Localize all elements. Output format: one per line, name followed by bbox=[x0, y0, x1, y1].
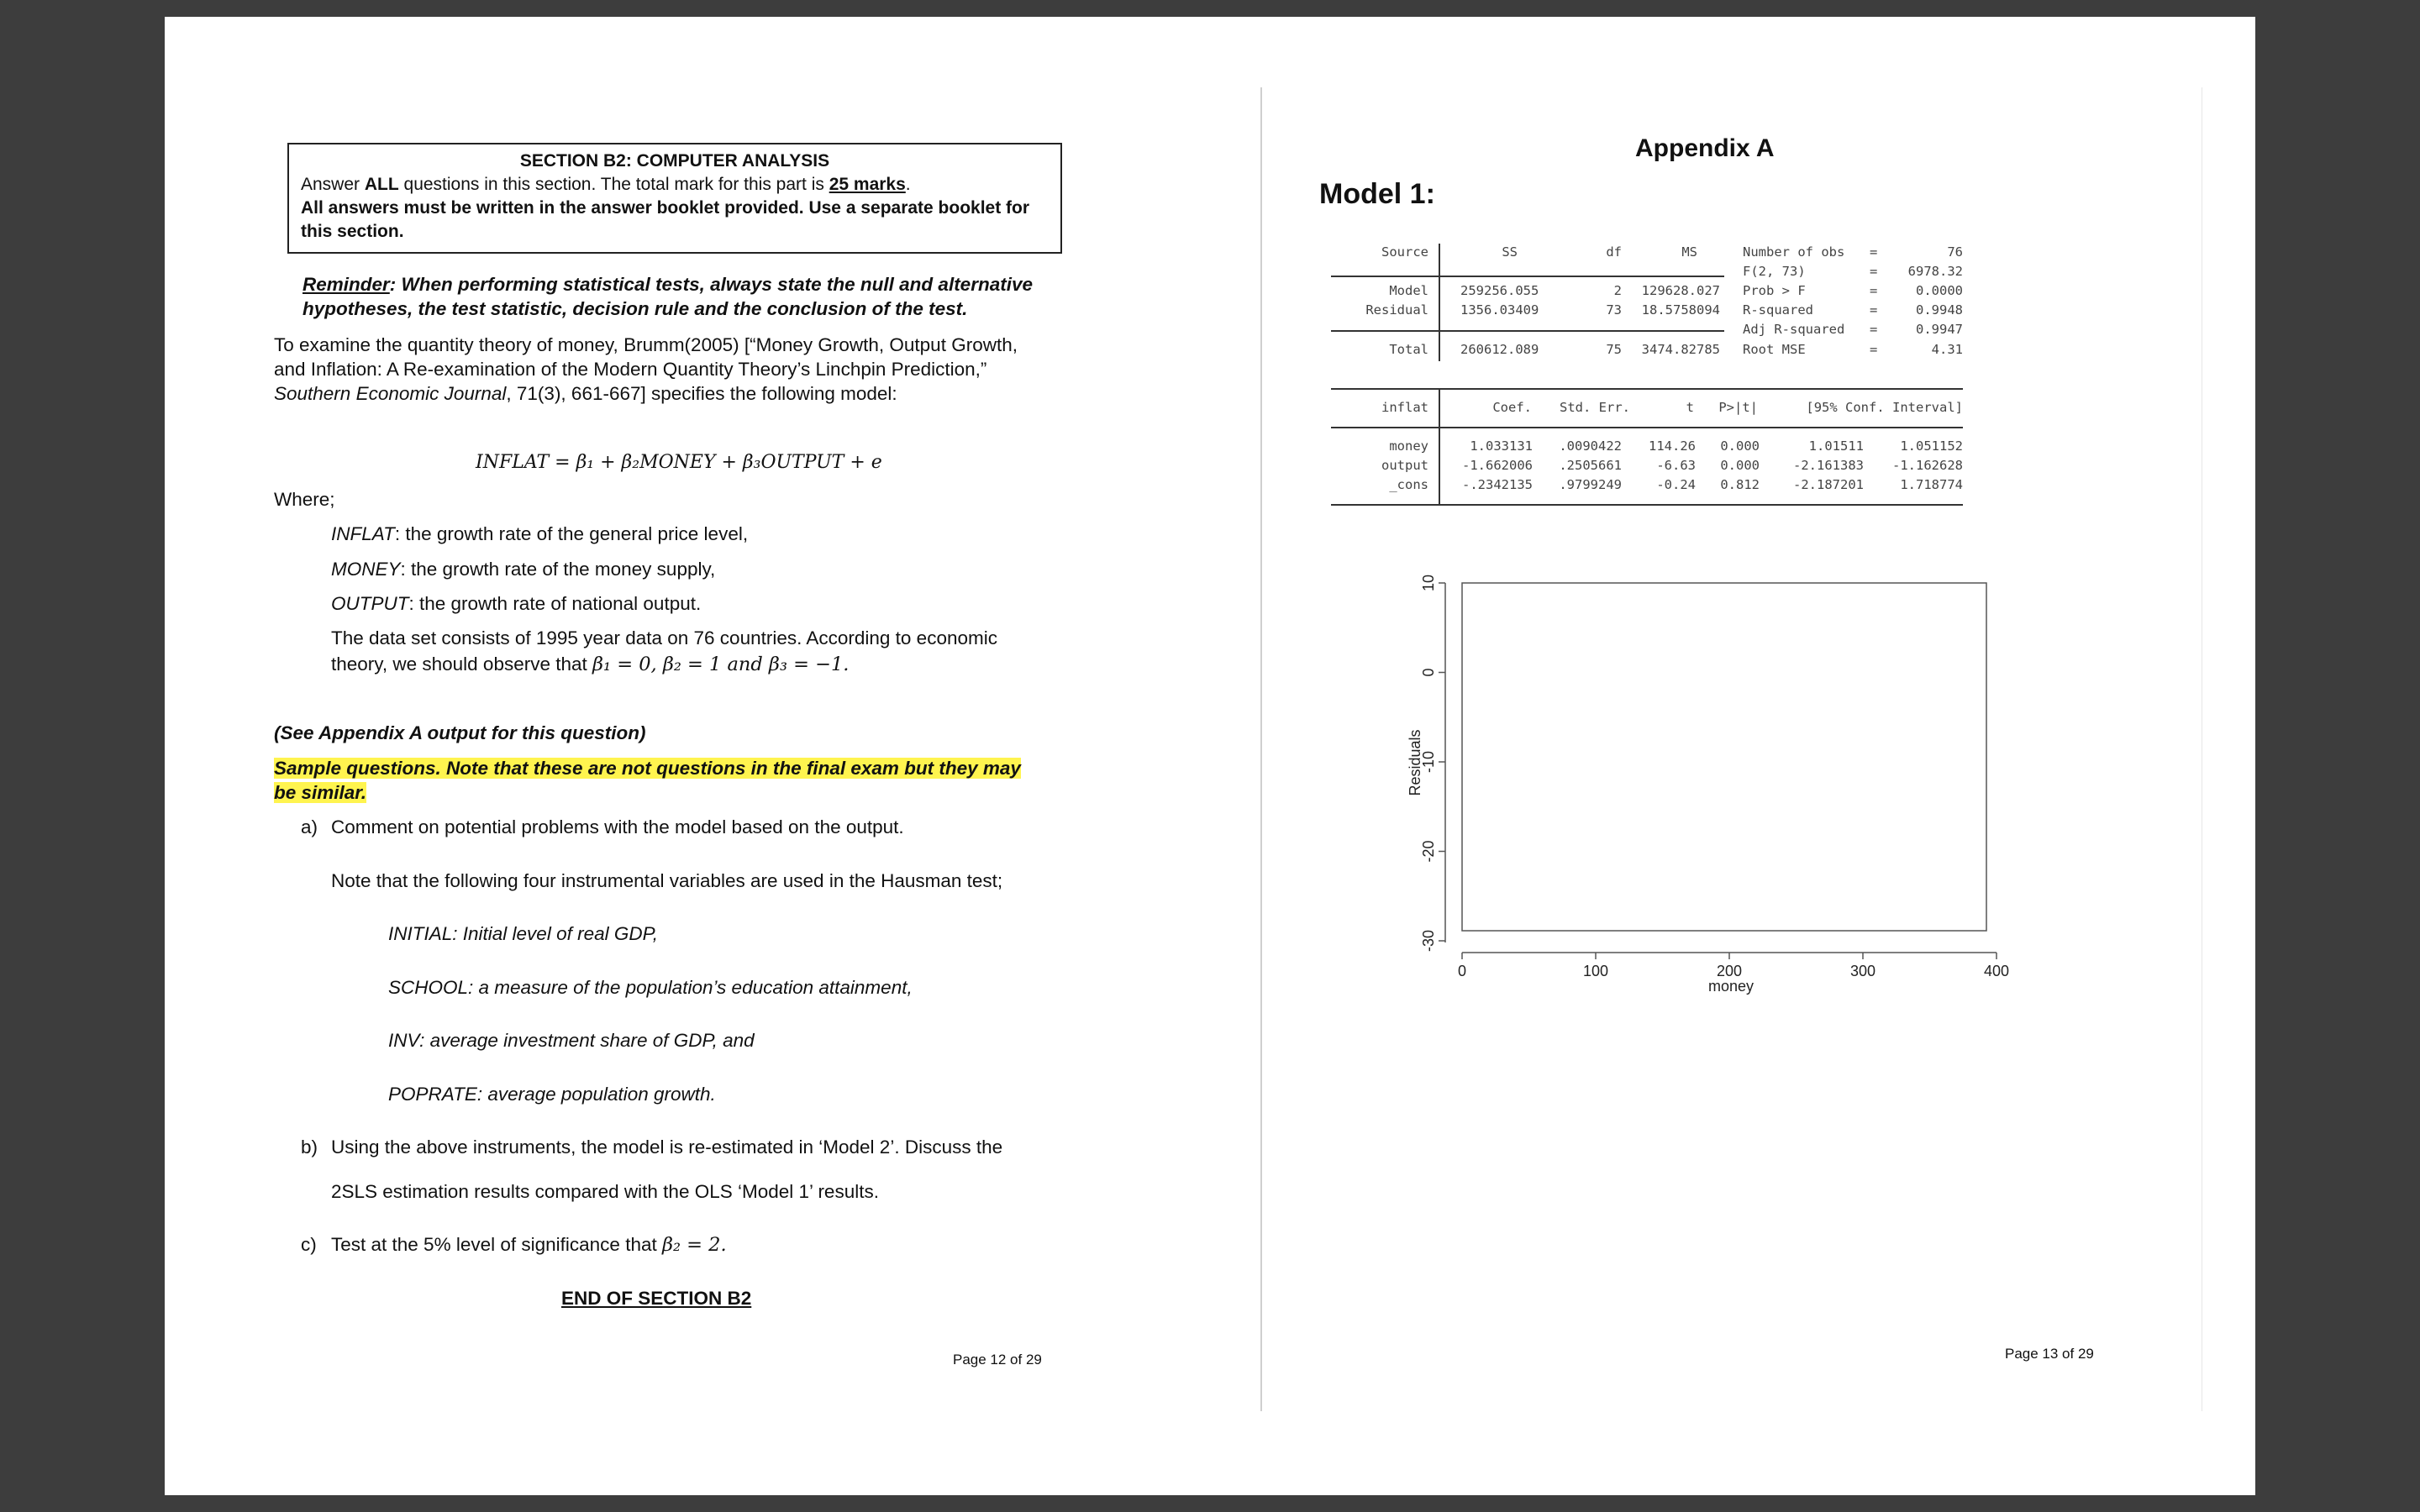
coef-row-p: 0.000 bbox=[1720, 458, 1760, 473]
intro-line-3: Southern Economic Journal, 71(3), 661-667] specifies the following model: bbox=[274, 383, 897, 404]
stat-eq: = bbox=[1870, 302, 1878, 318]
anova-row-ss: 1356.03409 bbox=[1460, 302, 1539, 318]
coef-row-p: 0.812 bbox=[1720, 477, 1760, 492]
x-tick-label: 200 bbox=[1716, 963, 1743, 979]
anova-row-df: 75 bbox=[1606, 342, 1622, 357]
data-description-1: The data set consists of 1995 year data on 76 countries. According to economic bbox=[331, 627, 997, 648]
question-c-label: c) bbox=[301, 1234, 317, 1255]
question-a-label: a) bbox=[301, 816, 318, 837]
coef-header-coef: Coef. bbox=[1492, 400, 1532, 415]
coef-row-hi: 1.718774 bbox=[1900, 477, 1963, 492]
y-tick-label: -30 bbox=[1420, 929, 1437, 953]
page-divider bbox=[1260, 87, 1262, 1411]
coef-header-t: t bbox=[1686, 400, 1694, 415]
anova-row-ms: 129628.027 bbox=[1641, 283, 1720, 298]
appendix-title: Appendix A bbox=[1635, 134, 1775, 162]
intro-line-1: To examine the quantity theory of money, Brumm(2005) [“Money Growth, Output Growth, bbox=[274, 334, 1018, 355]
stat-eq: = bbox=[1870, 342, 1878, 357]
see-appendix-note: (See Appendix A output for this question) bbox=[274, 722, 646, 743]
plot-area bbox=[1462, 583, 1986, 931]
coef-row-lo: 1.01511 bbox=[1808, 438, 1864, 454]
sample-note-line-1: Sample questions. Note that these are not questions in the final exam but they may bbox=[274, 758, 1021, 779]
anova-header-ss: SS bbox=[1502, 244, 1518, 260]
coef-row-hi: -1.162628 bbox=[1892, 458, 1963, 473]
anova-row-ss: 259256.055 bbox=[1460, 283, 1539, 298]
stat-label: Root MSE bbox=[1743, 342, 1806, 357]
coef-row-var: output bbox=[1381, 458, 1428, 473]
where-label: Where; bbox=[274, 489, 335, 510]
instrument-initial: INITIAL: Initial level of real GDP, bbox=[388, 923, 658, 944]
reminder-line-1: Reminder: When performing statistical tests, always state the null and alternative bbox=[302, 274, 1033, 295]
coef-row-coef: -.2342135 bbox=[1462, 477, 1533, 492]
coef-header-var: inflat bbox=[1381, 400, 1428, 415]
question-b-text-2: 2SLS estimation results compared with the OLS ‘Model 1’ results. bbox=[331, 1181, 879, 1202]
anova-header-source: Source bbox=[1381, 244, 1428, 260]
stat-eq: = bbox=[1870, 322, 1878, 337]
stat-eq: = bbox=[1870, 264, 1878, 279]
coef-row-lo: -2.161383 bbox=[1793, 458, 1864, 473]
coef-row-coef: 1.033131 bbox=[1470, 438, 1533, 454]
coef-row-se: .0090422 bbox=[1559, 438, 1622, 454]
stat-eq: = bbox=[1870, 283, 1878, 298]
x-tick-label: 0 bbox=[1457, 963, 1467, 979]
model-equation: INFLAT = β₁ + β₂MONEY + β₃OUTPUT + e bbox=[476, 452, 882, 473]
coef-row-var: money bbox=[1389, 438, 1428, 454]
y-tick-label: -20 bbox=[1420, 840, 1437, 863]
anova-header-df: df bbox=[1606, 244, 1622, 260]
total-marks: 25 marks bbox=[829, 175, 906, 194]
stat-value: 0.0000 bbox=[1916, 283, 1963, 298]
coef-row-t: 114.26 bbox=[1649, 438, 1696, 454]
coef-row-t: -0.24 bbox=[1656, 477, 1696, 492]
definition-money: MONEY: the growth rate of the money supply, bbox=[331, 559, 716, 580]
page-number-left: Page 12 of 29 bbox=[953, 1352, 1042, 1368]
end-of-section: END OF SECTION B2 bbox=[561, 1288, 752, 1309]
definition-inflat: INFLAT: the growth rate of the general price level, bbox=[331, 523, 749, 544]
coef-row-coef: -1.662006 bbox=[1462, 458, 1533, 473]
stat-value: 6978.32 bbox=[1907, 264, 1963, 279]
reminder-line-2: hypotheses, the test statistic, decision rule and the conclusion of the test. bbox=[302, 298, 968, 319]
x-tick-label: 100 bbox=[1582, 963, 1609, 979]
coef-row-se: .2505661 bbox=[1559, 458, 1622, 473]
question-b-label: b) bbox=[301, 1137, 318, 1158]
anova-row-ms: 18.5758094 bbox=[1641, 302, 1720, 318]
instructions-line-2: All answers must be written in the answer booklet provided. Use a separate booklet for bbox=[301, 198, 1030, 218]
anova-row-source: Total bbox=[1389, 342, 1428, 357]
stat-label: R-squared bbox=[1743, 302, 1813, 318]
anova-row-ms: 3474.82785 bbox=[1641, 342, 1720, 357]
section-title: SECTION B2: COMPUTER ANALYSIS bbox=[519, 151, 830, 171]
coef-header-ci: [95% Conf. Interval] bbox=[1806, 400, 1963, 415]
stat-label: Prob > F bbox=[1743, 283, 1806, 298]
instructions-line-3: this section. bbox=[301, 222, 404, 241]
x-tick-label: 300 bbox=[1849, 963, 1876, 979]
coef-header-p: P>|t| bbox=[1718, 400, 1758, 415]
stat-value: 0.9947 bbox=[1916, 322, 1963, 337]
anova-row-ss: 260612.089 bbox=[1460, 342, 1539, 357]
page-number-right: Page 13 of 29 bbox=[2005, 1346, 2094, 1362]
model-title: Model 1: bbox=[1319, 178, 1435, 210]
coef-row-lo: -2.187201 bbox=[1793, 477, 1864, 492]
intro-line-2: and Inflation: A Re-examination of the Modern Quantity Theory’s Linchpin Prediction,” bbox=[274, 359, 987, 380]
residual-plot bbox=[1378, 554, 2033, 1008]
coef-header-se: Std. Err. bbox=[1560, 400, 1630, 415]
coef-row-var: _cons bbox=[1389, 477, 1428, 492]
question-a-text: Comment on potential problems with the model based on the output. bbox=[331, 816, 904, 837]
y-tick-label: 0 bbox=[1420, 668, 1437, 677]
y-tick-label: -10 bbox=[1420, 750, 1437, 774]
coef-row-p: 0.000 bbox=[1720, 438, 1760, 454]
anova-header-ms: MS bbox=[1681, 244, 1697, 260]
anova-row-df: 73 bbox=[1606, 302, 1622, 318]
question-c-text: Test at the 5% level of significance that β₂ = 2. bbox=[331, 1234, 727, 1256]
stat-value: 76 bbox=[1947, 244, 1963, 260]
instrument-poprate: POPRATE: average population growth. bbox=[388, 1084, 716, 1105]
instruments-note: Note that the following four instrumental variables are used in the Hausman test; bbox=[331, 870, 1003, 891]
stat-value: 4.31 bbox=[1931, 342, 1963, 357]
instrument-inv: INV: average investment share of GDP, and bbox=[388, 1030, 755, 1051]
coef-row-se: .9799249 bbox=[1559, 477, 1622, 492]
instrument-school: SCHOOL: a measure of the population’s education attainment, bbox=[388, 977, 913, 998]
section-header-box bbox=[287, 143, 1062, 254]
stat-value: 0.9948 bbox=[1916, 302, 1963, 318]
data-description-2: theory, we should observe that β₁ = 0, β₂ = 1 and β₃ = −1. bbox=[331, 654, 850, 675]
stat-label: F(2, 73) bbox=[1743, 264, 1806, 279]
instructions-line-1: Answer ALL questions in this section. The total mark for this part is 25 marks. bbox=[301, 175, 911, 194]
stat-label: Number of obs bbox=[1743, 244, 1845, 260]
y-tick-label: 10 bbox=[1420, 574, 1437, 592]
definition-output: OUTPUT: the growth rate of national output. bbox=[331, 593, 702, 614]
stat-label: Adj R-squared bbox=[1743, 322, 1845, 337]
x-axis-title: money bbox=[1707, 978, 1754, 995]
anova-row-source: Model bbox=[1389, 283, 1428, 298]
sample-note-line-2: be similar. bbox=[274, 782, 367, 803]
anova-row-df: 2 bbox=[1613, 283, 1622, 298]
anova-row-source: Residual bbox=[1365, 302, 1428, 318]
coef-row-t: -6.63 bbox=[1656, 458, 1696, 473]
coef-row-hi: 1.051152 bbox=[1900, 438, 1963, 454]
stat-eq: = bbox=[1870, 244, 1878, 260]
question-b-text-1: Using the above instruments, the model is re-estimated in ‘Model 2’. Discuss the bbox=[331, 1137, 1003, 1158]
x-tick-label: 400 bbox=[1983, 963, 2010, 979]
y-axis-title: Residuals bbox=[1407, 729, 1423, 796]
